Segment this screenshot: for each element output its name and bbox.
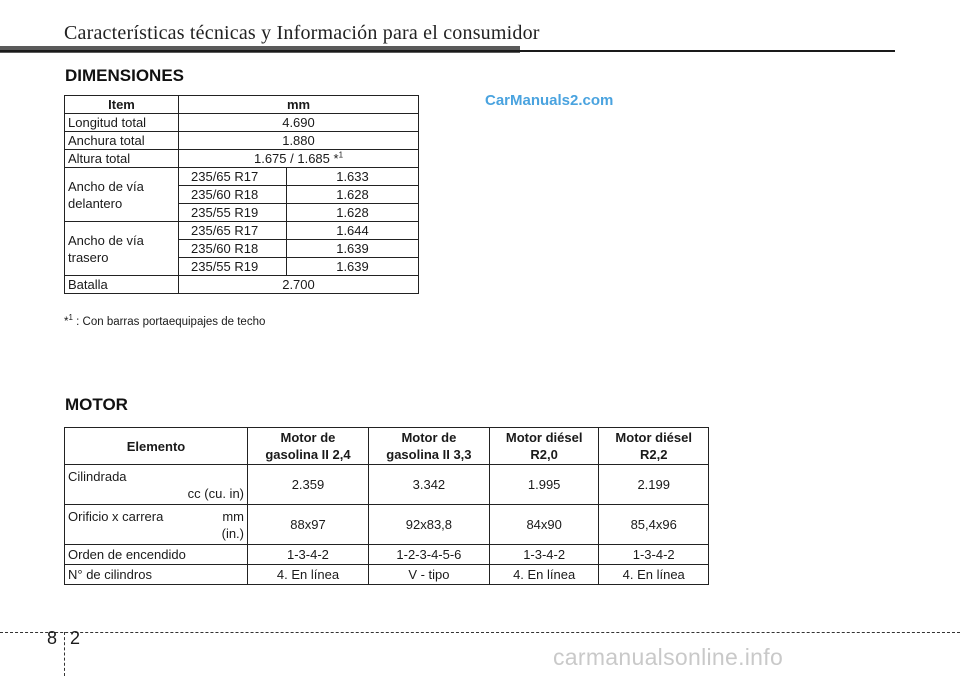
tire-size: 235/55 R19 <box>179 204 287 222</box>
front-track-label: Ancho de vía delantero <box>65 168 179 222</box>
column-header-item: Item <box>65 96 179 114</box>
table-cell: 85,4x96 <box>599 505 709 545</box>
header-title: Características técnicas y Información para el consumidor <box>64 22 540 44</box>
table-cell: 4. En línea <box>599 565 709 585</box>
column-header-gasolina-24: Motor de gasolina II 2,4 <box>248 428 369 465</box>
table-cell: 2.199 <box>599 465 709 505</box>
row-label: Anchura total <box>65 132 179 150</box>
table-cell: 4. En línea <box>248 565 369 585</box>
table-cell: 84x90 <box>489 505 599 545</box>
footnote: *$^1$ : Con barras portaequipajes de techo <box>64 313 266 328</box>
page-number: 2 <box>70 628 81 648</box>
track-value: 1.628 <box>287 186 419 204</box>
table-cell: 1.995 <box>489 465 599 505</box>
table-cell: 88x97 <box>248 505 369 545</box>
table-cell: 1-3-4-2 <box>248 545 369 565</box>
dimensions-table <box>64 95 419 294</box>
table-row <box>65 276 419 294</box>
row-label: Cilindrada cc (cu. in) <box>65 465 248 505</box>
tire-size: 235/65 R17 <box>179 222 287 240</box>
tire-size: 235/55 R19 <box>179 258 287 276</box>
motor-title: MOTOR <box>65 395 128 414</box>
row-value: 1.675 / 1.685 *$^1$ <box>179 150 419 168</box>
table-row <box>65 114 419 132</box>
column-header-diesel-22: Motor diésel R2,2 <box>599 428 709 465</box>
column-header-diesel-20: Motor diésel R2,0 <box>489 428 599 465</box>
row-label: Orden de encendido <box>65 545 248 565</box>
table-row <box>65 168 419 186</box>
tire-size: 235/65 R17 <box>179 168 287 186</box>
table-cell: 1-3-4-2 <box>489 545 599 565</box>
track-value: 1.639 <box>287 240 419 258</box>
table-row <box>65 565 709 585</box>
table-cell: 4. En línea <box>489 565 599 585</box>
page-number-divider <box>64 632 65 676</box>
table-cell: V - tipo <box>368 565 489 585</box>
table-cell: 2.359 <box>248 465 369 505</box>
rear-track-label: Ancho de vía trasero <box>65 222 179 276</box>
column-header-elemento: Elemento <box>65 428 248 465</box>
table-cell: 92x83,8 <box>368 505 489 545</box>
tire-size: 235/60 R18 <box>179 240 287 258</box>
motor-table <box>64 427 709 585</box>
track-value: 1.639 <box>287 258 419 276</box>
table-row <box>65 132 419 150</box>
footnote-ref: 1 <box>338 150 344 160</box>
dimensions-title: DIMENSIONES <box>65 66 185 85</box>
table-header-row <box>65 96 419 114</box>
column-header-mm: mm <box>179 96 419 114</box>
table-row <box>65 150 419 168</box>
table-cell: 1-3-4-2 <box>599 545 709 565</box>
tire-size: 235/60 R18 <box>179 186 287 204</box>
table-row <box>65 545 709 565</box>
footer-divider <box>0 632 960 633</box>
track-value: 1.628 <box>287 204 419 222</box>
table-row <box>65 505 709 545</box>
row-value: 1.880 <box>179 132 419 150</box>
table-cell: 1-2-3-4-5-6 <box>368 545 489 565</box>
row-label: Longitud total <box>65 114 179 132</box>
table-row <box>65 465 709 505</box>
table-header-row <box>65 428 709 465</box>
table-row <box>65 222 419 240</box>
track-value: 1.644 <box>287 222 419 240</box>
row-label: Batalla <box>65 276 179 294</box>
row-value: 2.700 <box>179 276 419 294</box>
row-label: Altura total <box>65 150 179 168</box>
watermark-link[interactable]: CarManuals2.com <box>485 92 614 109</box>
track-value: 1.633 <box>287 168 419 186</box>
row-label: Orificio x carrera mm (in.) <box>65 505 248 545</box>
column-header-gasolina-33: Motor de gasolina II 3,3 <box>368 428 489 465</box>
watermark-text: carmanualsonline.info <box>553 644 784 670</box>
header-rule <box>0 46 895 54</box>
row-value: 4.690 <box>179 114 419 132</box>
table-cell: 3.342 <box>368 465 489 505</box>
page-section-number: 8 <box>47 628 58 648</box>
row-label: N° de cilindros <box>65 565 248 585</box>
